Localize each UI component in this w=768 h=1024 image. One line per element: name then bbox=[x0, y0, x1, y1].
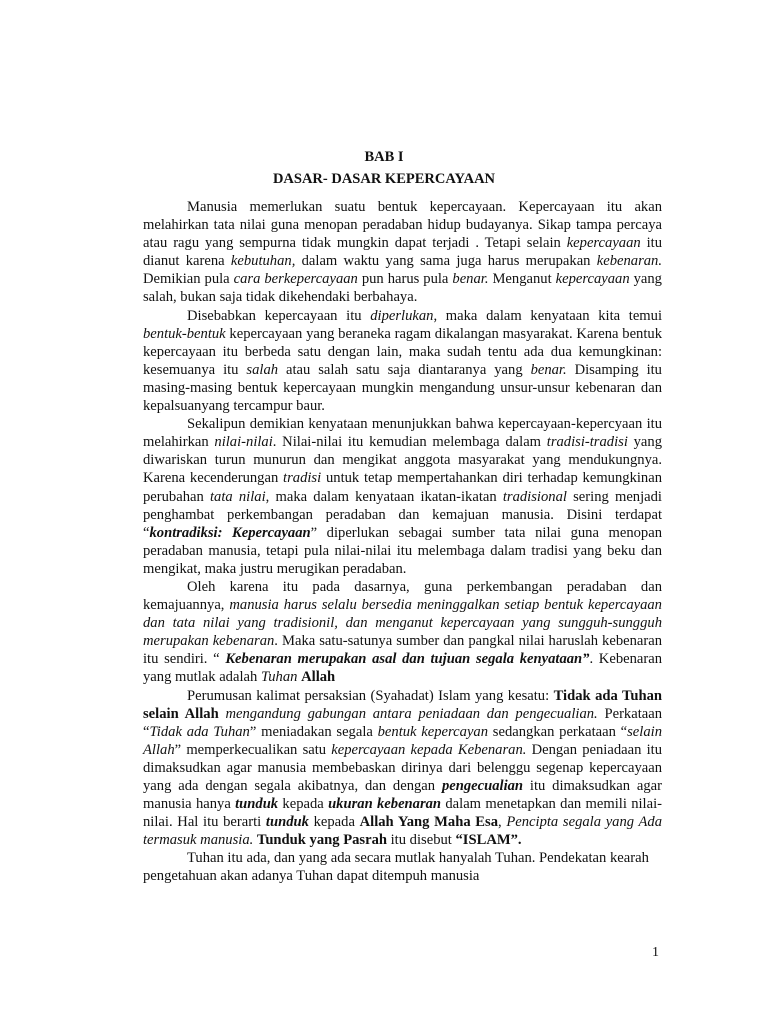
emphasis: Tidak ada Tuhan bbox=[149, 723, 250, 740]
text-run: dalam menetapkan dan memili nilai-nilai. Hal itu berarti bbox=[143, 796, 662, 831]
text-run: Sekalipun demikian kenyataan menunjukkan bahwa kepercayaan-kepercyaan itu melahirkan bbox=[143, 416, 662, 451]
strong-emphasis: ukuran kebenaran bbox=[328, 796, 442, 813]
strong-emphasis: kontradiksi: Kepercayaan bbox=[149, 524, 311, 541]
text-run: Menganut bbox=[488, 271, 556, 288]
text-run: yang salah, bukan saja tidak dikehendaki berbahaya. bbox=[143, 271, 662, 306]
emphasis: kebutuhan, bbox=[230, 253, 296, 270]
paragraph-4 bbox=[143, 578, 662, 687]
text-run: Disamping itu masing-masing bentuk kepercayaan mungkin mengandung unsur-unsur kebenaran dan kepalsuanyang tercampur baur. bbox=[143, 361, 662, 415]
strong-emphasis: Kebenaran merupakan asal dan tujuan segala kenyataan” bbox=[225, 651, 590, 668]
text-run: ” memperkecualikan satu bbox=[174, 741, 332, 758]
chapter-heading bbox=[0, 146, 768, 190]
emphasis: tata nilai bbox=[209, 488, 266, 505]
text-run: dalam waktu yang sama juga harus merupakan bbox=[295, 253, 597, 270]
emphasis: Pencipta segala yang Ada termasuk manusia. bbox=[143, 814, 663, 849]
text-run: pun harus pula bbox=[357, 271, 453, 288]
text-run: itu disebut bbox=[386, 832, 456, 849]
text-run: yang diwariskan turun munurun dan mengikat anggota masyarakat yang mendukungnya. Karena kecenderungan bbox=[143, 434, 662, 487]
text-run: Manusia memerlukan suatu bentuk kepercayaan. Kepercayaan itu akan melahirkan tata nilai guna menopan peradaban hidup budayanya. Sikap tampa percaya atau ragu yang sempurna tidak mungkin dapat terjadi . Tetapi selain bbox=[143, 199, 662, 252]
strong-emphasis: pengecualian bbox=[441, 778, 524, 794]
page-number: 1 bbox=[652, 945, 659, 960]
paragraph-6 bbox=[143, 849, 662, 867]
paragraph-1 bbox=[143, 198, 662, 307]
text-run: Oleh karena itu pada dasarnya, guna perkembangan peradaban dan kemajuannya, bbox=[143, 578, 662, 614]
emphasis: salah bbox=[246, 361, 279, 378]
text-run: kepada bbox=[278, 796, 329, 813]
text-run: itu dianut karena bbox=[143, 235, 662, 270]
emphasis: bentuk-bentuk bbox=[143, 325, 226, 342]
emphasis: tradisional bbox=[502, 488, 567, 505]
text-run: Perkataan “ bbox=[143, 705, 663, 740]
strong-emphasis: tunduk bbox=[235, 796, 279, 813]
paragraph-3 bbox=[143, 415, 662, 578]
strong: Allah bbox=[301, 669, 336, 686]
chapter-title: DASAR- DASAR KEPERCAYAAN bbox=[272, 171, 496, 187]
paragraph-2 bbox=[143, 307, 662, 416]
emphasis: kepercayaan bbox=[566, 235, 641, 252]
emphasis: benar. bbox=[452, 271, 489, 288]
strong: Allah Yang Maha Esa bbox=[359, 814, 499, 831]
strong: “ISLAM”. bbox=[455, 832, 522, 849]
text-run: . Maka satu-satunya sumber dan pangkal nilai haruslah kebenaran itu sendiri. “ bbox=[143, 633, 662, 668]
text-run: , maka dalam kenyataan ikatan-ikatan bbox=[265, 488, 503, 505]
strong: Tidak ada Tuhan selain Allah bbox=[143, 687, 662, 722]
emphasis: tradisi bbox=[283, 470, 322, 487]
text-run: , bbox=[498, 814, 507, 831]
paragraph-5 bbox=[143, 687, 662, 850]
text-run: Disebabkan kepercayaan itu bbox=[187, 307, 371, 324]
emphasis: bentuk kepercayan bbox=[377, 723, 489, 740]
text-run: Dengan peniadaan itu dimaksudkan agar manusia membebaskan dirinya dari belenggu segenap kepercayaan yang ada dengan segala akibatnya, dan dengan bbox=[143, 741, 662, 794]
text-run: . Kebenaran yang mutlak adalah bbox=[143, 651, 663, 686]
emphasis: selain Allah bbox=[143, 723, 662, 758]
emphasis: cara berkepercayaan bbox=[233, 271, 358, 288]
text-run: sedangkan perkataan “ bbox=[488, 723, 628, 740]
text-run: itu dimaksudkan agar manusia hanya bbox=[143, 778, 662, 813]
paragraph-7: pengetahuan akan adanya Tuhan dapat ditempuh manusia bbox=[143, 868, 480, 885]
text-run: kepercayaan yang beraneka ragam dikalangan masyarakat. Karena bentuk kepercayaan itu berbeda satu dengan lain, maka sudah tentu ada dua kemungkinan: kesemuanya itu bbox=[143, 325, 662, 378]
text-run: untuk tetap mempertahankan diri terhadap kemungkinan perubahan bbox=[143, 470, 662, 505]
text-run: atau salah satu saja diantaranya yang bbox=[278, 361, 531, 378]
text-run: sering menjadi penghambat perkembangan peradaban dan kemajuan manusia. Disini terdapat “ bbox=[143, 488, 662, 541]
text-run: ” meniadakan segala bbox=[249, 723, 378, 740]
chapter-number: BAB I bbox=[364, 149, 404, 165]
emphasis: benar. bbox=[530, 361, 567, 378]
emphasis: kepercayaan bbox=[555, 271, 630, 288]
text-run: kepada bbox=[308, 814, 360, 831]
document-body bbox=[143, 198, 662, 886]
emphasis: kepercayaan kepada Kebenaran. bbox=[331, 741, 527, 758]
text-run: Demikian pula bbox=[143, 271, 234, 288]
emphasis: kebenaran. bbox=[596, 253, 662, 270]
emphasis: manusia harus selalu bersedia meninggalkan setiap bentuk kepercayaan dan tata nilai yang tradisionil, dan menganut kepercayaan yang sungguh-sungguh merupakan kebenaran bbox=[143, 597, 662, 650]
emphasis: Tuhan bbox=[260, 669, 298, 686]
text-run: , maka dalam kenyataan kita temui bbox=[433, 307, 663, 324]
strong-emphasis: tunduk bbox=[265, 814, 309, 831]
emphasis: nilai-nilai bbox=[214, 434, 273, 451]
strong: Tunduk yang Pasrah bbox=[256, 832, 387, 849]
text-run: . Nilai-nilai itu kemudian melembaga dalam bbox=[272, 434, 547, 451]
emphasis: diperlukan bbox=[370, 307, 434, 324]
emphasis: tradisi-tradisi bbox=[546, 434, 628, 451]
emphasis: mengandung gabungan antara peniadaan dan pengecualian. bbox=[225, 705, 598, 722]
text-run: Tuhan itu ada, dan yang ada secara mutlak hanyalah Tuhan. Pendekatan kearah bbox=[187, 850, 649, 867]
text-run: Perumusan kalimat persaksian (Syahadat) Islam yang kesatu: bbox=[187, 687, 554, 704]
text-run: ” diperlukan sebagai sumber tata nilai guna menopan peradaban manusia, tetapi pula nilai-nilai itu melembaga dalam tradisi yang beku dan mengikat, maka justru merugikan peradaban. bbox=[143, 524, 662, 577]
